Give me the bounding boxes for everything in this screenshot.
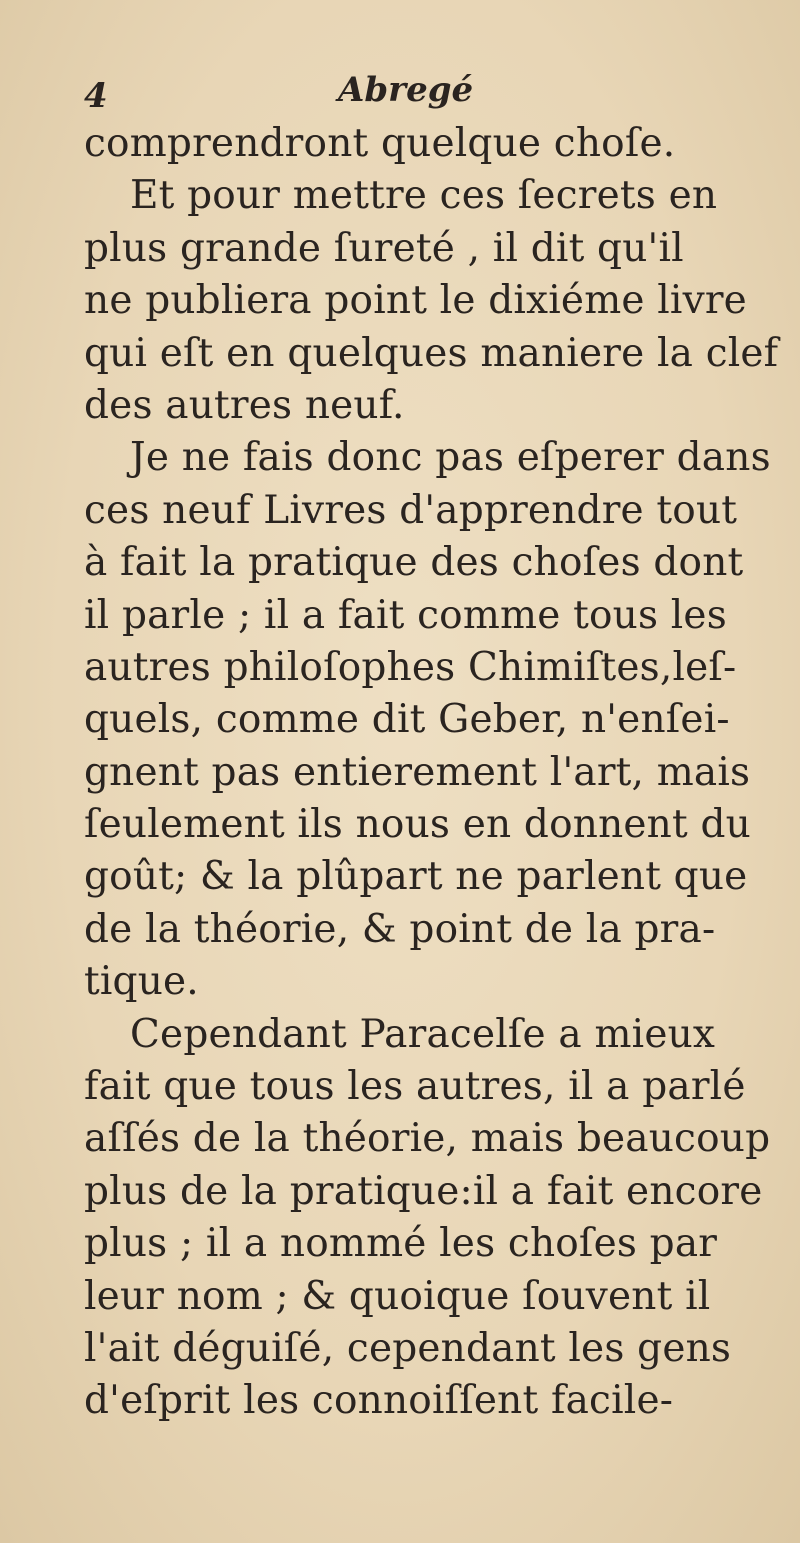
text-line: Et pour mettre ces ſecrets en: [130, 173, 718, 219]
text-line: quels, comme dit Geber, n'enſei-: [84, 697, 730, 743]
text-line: de la théorie, & point de la pra-: [84, 906, 716, 952]
text-line: des autres neuf.: [84, 382, 405, 428]
text-line: il parle ; il a fait comme tous les: [84, 592, 727, 638]
text-line: tique.: [84, 959, 199, 1005]
text-line: ne publiera point le dixiéme livre: [84, 278, 747, 324]
text-line: goût; & la plûpart ne parlent que: [84, 854, 748, 900]
text-line: Je ne fais donc pas eſperer dans: [130, 435, 771, 481]
page-number: 4: [84, 76, 108, 116]
text-line: plus ; il a nommé les choſes par: [84, 1221, 718, 1267]
body-text: [84, 118, 779, 1428]
text-line: aſſés de la théorie, mais beaucoup: [84, 1116, 771, 1162]
text-line: ſeulement ils nous en donnent du: [84, 802, 751, 848]
text-line: Cependant Paracelſe a mieux: [130, 1011, 716, 1057]
text-line: autres philoſophes Chimiſtes,leſ-: [84, 644, 737, 690]
text-line: ces neuf Livres d'apprendre tout: [84, 487, 738, 533]
text-line: leur nom ; & quoique ſouvent il: [84, 1273, 711, 1319]
text-line: qui eſt en quelques maniere la clef: [84, 330, 779, 376]
running-title: Abregé: [338, 70, 474, 110]
text-line: d'eſprit les connoiſſent facile-: [84, 1378, 674, 1424]
text-line: gnent pas entierement l'art, mais: [84, 749, 751, 795]
page-header: [84, 70, 724, 120]
text-line: plus de la pratique:il a fait encore: [84, 1168, 763, 1214]
text-line: comprendront quelque choſe.: [84, 121, 676, 166]
text-line: plus grande ſureté , il dit qu'il: [84, 225, 684, 271]
text-line: fait que tous les autres, il a parlé: [84, 1064, 746, 1110]
text-line: à fait la pratique des choſes dont: [84, 540, 744, 586]
text-line: l'ait déguiſé, cependant les gens: [84, 1325, 732, 1371]
